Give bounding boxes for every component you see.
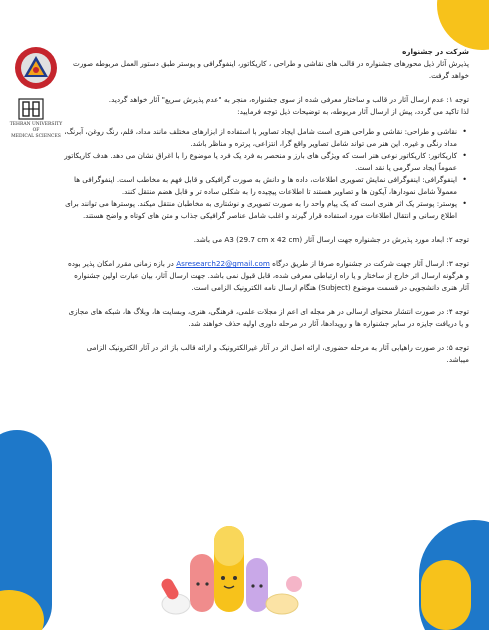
decor-yellow-shape [437,0,489,50]
list-item: • پوستر: پوستر یک اثر هنری است که یک پیام واحد را به صورت تصویری و نوشتاری به مخاطبان منتقل میکند. پوسترها می توانند برای اطلاع رسانی و انتقال اطلاعات مورد استفاده قرار گیرند و اغلب شامل عناصر گرافیکی جذاب و متن های کوتاه و واضح هستند. [62,198,457,222]
decor-yellow-shape-right [421,560,471,630]
list-item: • نقاشی و طراحی: نقاشی و طراحی هنری است شامل ایجاد تصاویر با استفاده از ابزارهای مختلف مانند مداد، قلم، رنگ روغن، آبرنگ، مداد رنگی و غیره. این هنر می تواند شامل تصاویر واقع گرا، انتزاعی، پرتره و مناظر باشد. [62,126,457,150]
note4-line2: و یا دریافت جایزه در سایر جشنواره ها و رویدادها، آثار در مرحله داوری اولیه حذف خواهند شد. [188,319,469,328]
intro-text: پذیرش آثار ذیل محورهای جشنواره در قالب های نقاشی و طراحی ، کاریکاتور، اینفوگرافی و پوستر طبق دستور العمل مربوطه صورت خواهد گرفت. [73,59,469,80]
organization-logo-icon [14,46,58,90]
university-name: TEHRAN UNIVERSITY OF MEDICAL SCIENCES [9,122,63,139]
note3-line1 [62,258,469,270]
note4-line1: توجه ۴: در صورت انتشار محتوای ارسالی در هر مجله ای اعم از مجلات علمی، فرهنگی، هنری، وبسایت ها، وبلاگ ها، شبکه های مجازی [68,307,469,316]
note2-text: توجه ۲: ابعاد مورد پذیرش در جشنواره جهت ارسال آثار A3 (29.7 cm x 42 cm) می باشد. [193,235,469,244]
section-heading: شرکت در جشنواره [402,47,469,56]
note3-suffix: در بازه زمانی مقرر امکان پذیر بوده [67,259,174,268]
note5-text: توجه ۵: در صورت راهیابی آثار به مرحله حضوری، ارائه اصل اثر در آثار غیرالکترونیک و ارائه قالب باز اثر در آثار الکترونیک الزامی میباشد. [86,343,469,364]
note3-line2: و هرگونه ارسال اثر خارج از ساختار و یا راه ارتباطی معرفی شده، قابل قبول نمی باشد. جهت ارسال آثار، بیان عبارت اولین جشنواره [74,271,469,280]
pills-illustration [160,518,310,618]
note1-line1: توجه ۱: عدم ارسال آثار در قالب و ساختار معرفی شده از سوی جشنواره، منجر به "عدم پذیرش سریع" آثار خواهد گردید. [108,95,469,104]
list-item: • کاریکاتور: کاریکاتور نوعی هنر است که ویژگی های بارز و منحصر به فرد یک فرد یا موضوع را با اغراق نشان می دهد. هدف کاریکاتور عموماً ایجاد سرگرمی یا نقد است. [62,150,457,174]
note3-line3: آثار هنری دانشجویی در قسمت موضوع (Subject) هنگام ارسال نامه الکترونیک الزامی است. [191,283,469,292]
list-item: • اینفوگرافی: اینفوگرافی نمایش تصویری اطلاعات، داده ها و دانش به صورت گرافیکی و قابل فهم به مخاطب است. اینفوگرافی ها معمولاً شامل نمودارها، آیکون ها و تصاویر هستند تا اطلاعات پیچیده را به شکلی ساده تر و قابل هضم منتقل کنند. [62,174,457,198]
category-list [62,126,469,222]
university-logo-icon [18,98,44,120]
note3-prefix: توجه ۳: ارسال آثار جهت شرکت در جشنواره صرفا از طریق درگاه [272,259,469,268]
note1-line2: لذا تاکید می گردد، پیش از ارسال آثار مربوطه، به توضیحات ذیل توجه فرمایید: [237,107,469,116]
email-link[interactable]: Asresearch22@gmail.com [176,259,270,268]
document-content [62,46,469,366]
